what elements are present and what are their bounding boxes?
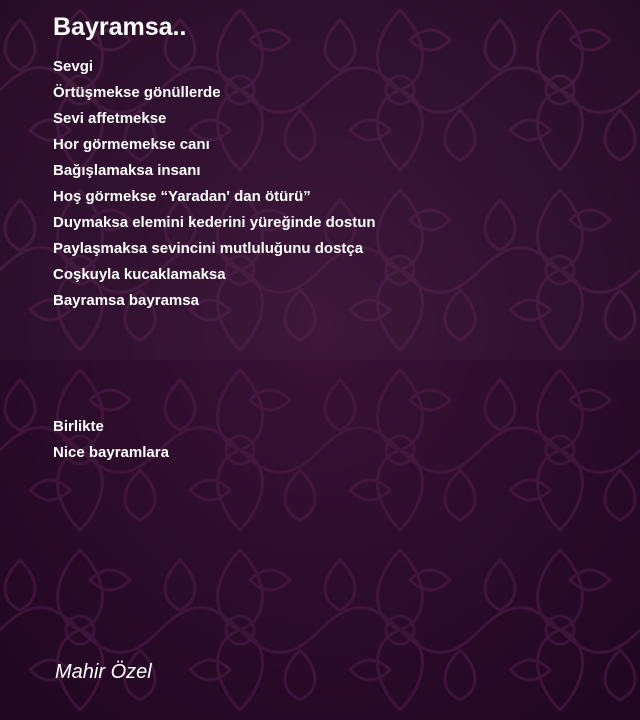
poem-line: Hor görmemekse canı (53, 136, 210, 153)
poem-line: Coşkuyla kucaklamaksa (53, 266, 226, 283)
poem-line: Nice bayramlara (53, 444, 169, 461)
poem-line: Bayramsa bayramsa (53, 292, 199, 309)
poem-author: Mahir Özel (55, 661, 152, 683)
poem-line: Paylaşmaksa sevincini mutluluğunu dostça (53, 240, 364, 257)
poem-line: Birlikte (53, 418, 104, 435)
poem-line: Sevi affetmekse (53, 110, 167, 127)
poem-line: Hoş görmekse “Yaradan' dan ötürü” (53, 188, 311, 205)
poem-line: Duymaksa elemini kederini yüreğinde dostun (53, 214, 376, 231)
poem-title: Bayramsa.. (53, 13, 187, 41)
poem-line: Bağışlamaksa insanı (53, 162, 201, 179)
poem-line: Sevgi (53, 58, 94, 75)
poem-stanza-2 (53, 414, 169, 466)
poem-stanza-1 (53, 54, 376, 314)
poem-line: Örtüşmekse gönüllerde (53, 84, 221, 101)
